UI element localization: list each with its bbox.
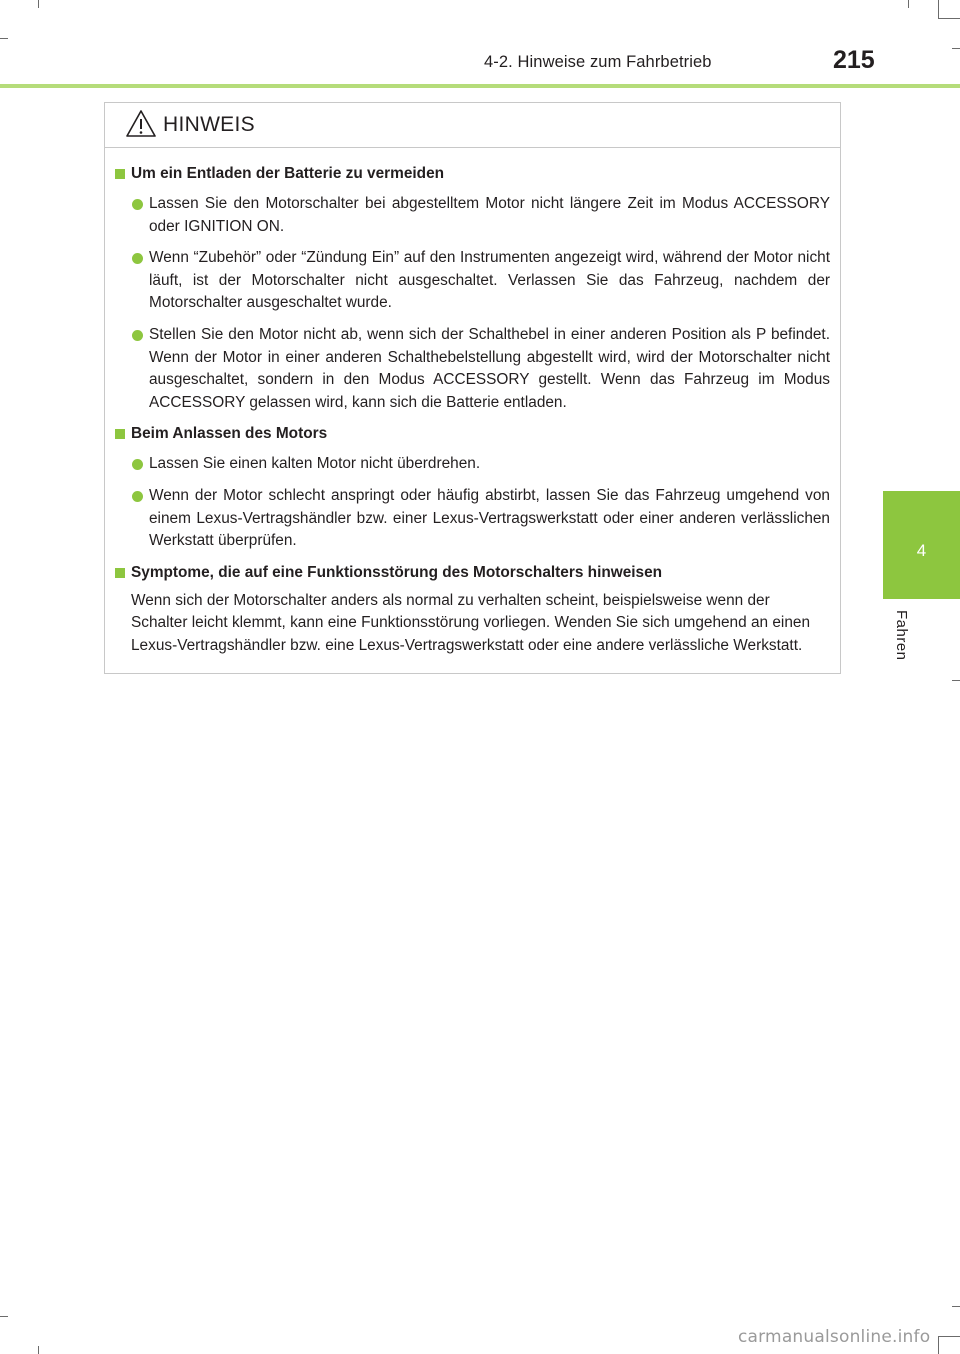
crop-mark	[938, 0, 939, 18]
square-bullet-icon	[115, 568, 125, 578]
chapter-tab[interactable]	[883, 491, 960, 599]
square-bullet-icon	[115, 169, 125, 179]
section-heading-text: Um ein Entladen der Batterie zu vermeiden	[131, 165, 445, 182]
list-item	[115, 324, 830, 414]
round-bullet-icon	[132, 459, 143, 470]
watermark: carmanualsonline.info	[738, 1327, 931, 1347]
crop-mark	[952, 48, 960, 49]
warning-triangle-icon	[125, 109, 157, 139]
chapter-number: 4	[916, 541, 927, 560]
crop-mark	[38, 0, 39, 8]
header-section-title: 4-2. Hinweise zum Fahrbetrieb	[484, 53, 712, 71]
notice-title: HINWEIS	[163, 113, 255, 136]
crop-mark	[952, 1306, 960, 1307]
header-rule	[0, 84, 960, 88]
section-paragraph: Wenn sich der Motorschalter anders als normal zu verhalten scheint, beispielsweise wenn der Schalter leicht klemmt, kann eine Funktionsstörung vorliegen. Wenden Sie sich umgehend an einen Lexus-Vertragshändler bzw. eine Lexus-Vertragswerkstatt oder eine andere verlässliche Werkstatt.	[131, 591, 811, 654]
round-bullet-icon	[132, 330, 143, 341]
section-heading	[115, 562, 830, 584]
notice-section	[115, 163, 830, 414]
section-heading-text: Beim Anlassen des Motors	[131, 425, 328, 443]
section-heading	[115, 423, 830, 445]
crop-mark	[938, 1336, 960, 1337]
list-item-text: Wenn “Zubehör” oder “Zündung Ein” auf den Instrumenten angezeigt wird, während der Motor nicht läuft, ist der Motorschalter nicht ausgeschaltet. Verlassen Sie das Fahrzeug, nachdem der Motorschalter ausgeschaltet wurde.	[149, 249, 830, 312]
crop-mark	[38, 1346, 39, 1354]
square-bullet-icon	[115, 429, 125, 439]
round-bullet-icon	[132, 199, 143, 210]
section-heading-text: Symptome, die auf eine Funktionsstörung des Motorschalters hinweisen	[131, 563, 663, 581]
round-bullet-icon	[132, 253, 143, 264]
crop-mark	[908, 0, 909, 8]
crop-mark	[952, 680, 960, 681]
notice-section	[115, 562, 830, 658]
list-item-text: Lassen Sie den Motorschalter bei abgestelltem Motor nicht längere Zeit im Modus ACCESSORY oder IGNITION ON.	[149, 195, 830, 235]
list-item-text: Wenn der Motor schlecht anspringt oder häufig abstirbt, lassen Sie das Fahrzeug umgehend von einem Lexus-Vertragshändler bzw. einer Lexus-Vertragswerkstatt oder einer anderen verlässlichen Werkstatt überprüfen.	[149, 486, 830, 550]
crop-mark	[0, 1316, 8, 1317]
notice-body	[105, 161, 840, 660]
notice-header	[105, 103, 840, 148]
notice-box	[104, 102, 841, 674]
notice-section	[115, 423, 830, 552]
list-item	[115, 453, 830, 476]
list-item	[115, 193, 830, 238]
chapter-title: Fahren	[893, 610, 910, 661]
list-item-text: Lassen Sie einen kalten Motor nicht überdrehen.	[149, 455, 481, 473]
page-number: 215	[833, 46, 875, 74]
list-item-text: Stellen Sie den Motor nicht ab, wenn sich der Schalthebel in einer anderen Position als P befindet. Wenn der Motor in einer anderen Schalthebelstellung abgestellt wird, wird der Motorschalter nicht ausgeschaltet, sondern in den Modus ACCESSORY gestellt. Wenn das Fahrzeug im Modus ACCESSORY gelassen wird, kann sich die Batterie entladen.	[149, 325, 830, 411]
round-bullet-icon	[132, 491, 143, 502]
crop-mark	[938, 1336, 939, 1354]
crop-mark	[0, 38, 8, 39]
list-item	[115, 485, 830, 553]
list-item	[115, 247, 830, 315]
crop-mark	[938, 18, 960, 19]
section-heading	[115, 163, 830, 185]
